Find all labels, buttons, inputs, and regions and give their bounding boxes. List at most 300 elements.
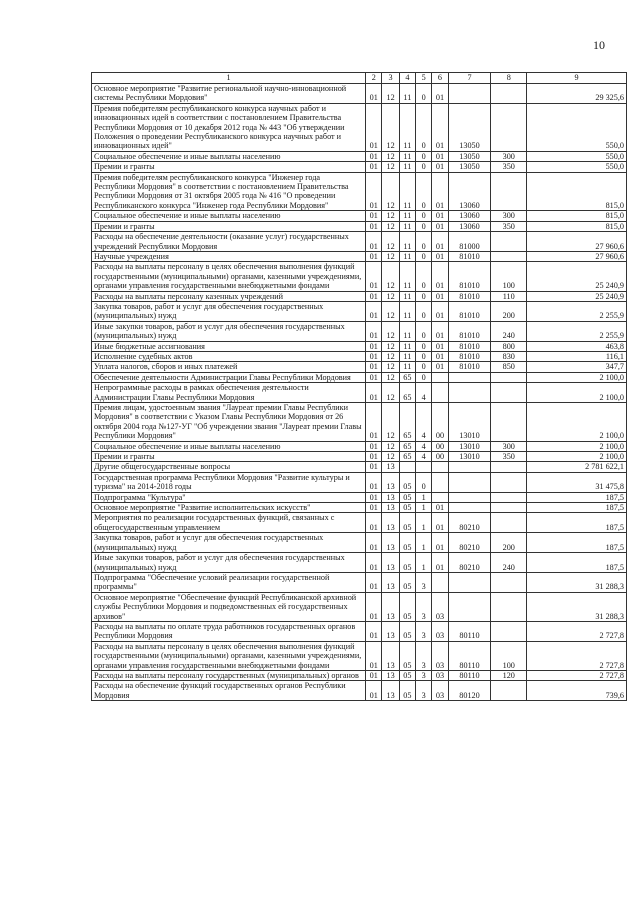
expense-type-cell [491, 172, 527, 211]
section-code-cell: 01 [366, 533, 382, 553]
table-row [92, 211, 627, 221]
target-article-cell: 80110 [448, 670, 491, 680]
subsection-code-cell: 13 [382, 462, 399, 472]
row-name-cell: Расходы на выплаты персоналу казенных учреждений [92, 291, 366, 301]
expense-type-cell [491, 472, 527, 492]
amount-cell: 2 255,9 [527, 301, 627, 321]
program-code-cell: 65 [399, 383, 415, 403]
subprogram-code-cell: 0 [416, 341, 432, 351]
expense-type-cell: 100 [491, 641, 527, 670]
amount-cell: 550,0 [527, 162, 627, 172]
amount-cell: 2 100,0 [527, 383, 627, 403]
event-code-cell: 00 [432, 403, 448, 442]
amount-cell: 187,5 [527, 513, 627, 533]
row-name-cell: Иные закупки товаров, работ и услуг для обеспечения государственных (муниципальных) нужд [92, 553, 366, 573]
amount-cell: 550,0 [527, 151, 627, 161]
program-code-cell: 11 [399, 221, 415, 231]
row-name-cell: Премии и гранты [92, 162, 366, 172]
target-article-cell: 81010 [448, 251, 491, 261]
table-row [92, 221, 627, 231]
row-name-cell: Уплата налогов, сборов и иных платежей [92, 362, 366, 372]
event-code-cell: 01 [432, 301, 448, 321]
expense-type-cell [491, 681, 527, 701]
event-code-cell: 01 [432, 103, 448, 151]
table-row [92, 452, 627, 462]
program-code-cell: 11 [399, 341, 415, 351]
amount-cell: 2 100,0 [527, 372, 627, 382]
subsection-code-cell: 12 [382, 403, 399, 442]
target-article-cell: 13060 [448, 221, 491, 231]
section-code-cell: 01 [366, 681, 382, 701]
section-code-cell: 01 [366, 641, 382, 670]
program-code-cell: 11 [399, 211, 415, 221]
subprogram-code-cell: 0 [416, 321, 432, 341]
row-name-cell: Мероприятия по реализации государственных функций, связанных с общегосударственным управлением [92, 513, 366, 533]
program-code-cell [399, 462, 415, 472]
event-code-cell [432, 372, 448, 382]
expense-type-cell [491, 251, 527, 261]
section-code-cell: 01 [366, 84, 382, 104]
table-row [92, 533, 627, 553]
target-article-cell: 81010 [448, 301, 491, 321]
expense-type-cell: 800 [491, 341, 527, 351]
target-article-cell: 13010 [448, 403, 491, 442]
section-code-cell: 01 [366, 103, 382, 151]
amount-cell: 25 240,9 [527, 291, 627, 301]
subprogram-code-cell: 0 [416, 251, 432, 261]
expense-type-cell [491, 232, 527, 252]
expense-type-cell [491, 403, 527, 442]
target-article-cell: 13060 [448, 172, 491, 211]
section-code-cell: 01 [366, 592, 382, 621]
page-number: 10 [593, 38, 605, 52]
event-code-cell: 00 [432, 441, 448, 451]
event-code-cell: 03 [432, 641, 448, 670]
table-row [92, 681, 627, 701]
target-article-cell: 80120 [448, 681, 491, 701]
program-code-cell: 11 [399, 251, 415, 261]
row-name-cell: Расходы на выплаты персоналу в целях обеспечения выполнения функций государственными (муниципальными) органами, казенными учреждениями, органами управления государственными внебюджетными фондами [92, 641, 366, 670]
section-code-cell: 01 [366, 151, 382, 161]
amount-cell: 31 288,3 [527, 592, 627, 621]
expense-type-cell: 200 [491, 533, 527, 553]
table-row [92, 291, 627, 301]
event-code-cell: 01 [432, 151, 448, 161]
target-article-cell [448, 572, 491, 592]
event-code-cell: 01 [432, 221, 448, 231]
table-row [92, 621, 627, 641]
subprogram-code-cell: 0 [416, 151, 432, 161]
row-name-cell: Премии и гранты [92, 221, 366, 231]
event-code-cell [432, 462, 448, 472]
subprogram-code-cell: 3 [416, 670, 432, 680]
event-code-cell: 01 [432, 533, 448, 553]
row-name-cell: Научные учреждения [92, 251, 366, 261]
subsection-code-cell: 12 [382, 84, 399, 104]
row-name-cell: Обеспечение деятельности Администрации Главы Республики Мордовия [92, 372, 366, 382]
column-header: 4 [399, 73, 415, 84]
subprogram-code-cell: 0 [416, 472, 432, 492]
expense-type-cell: 100 [491, 262, 527, 291]
subsection-code-cell: 13 [382, 621, 399, 641]
table-row [92, 670, 627, 680]
section-code-cell: 01 [366, 362, 382, 372]
event-code-cell: 03 [432, 621, 448, 641]
amount-cell: 2 781 622,1 [527, 462, 627, 472]
amount-cell: 116,1 [527, 351, 627, 361]
event-code-cell: 03 [432, 681, 448, 701]
column-header: 2 [366, 73, 382, 84]
table-row [92, 351, 627, 361]
table-row [92, 553, 627, 573]
subprogram-code-cell: 0 [416, 262, 432, 291]
expense-type-cell: 850 [491, 362, 527, 372]
target-article-cell [448, 383, 491, 403]
row-name-cell: Основное мероприятие "Обеспечение функций Республиканской архивной службы Республики Мордовия и подведомственных ей государственных архивов" [92, 592, 366, 621]
section-code-cell: 01 [366, 403, 382, 442]
subsection-code-cell: 13 [382, 492, 399, 502]
subprogram-code-cell [416, 462, 432, 472]
subsection-code-cell: 12 [382, 321, 399, 341]
table-row [92, 84, 627, 104]
program-code-cell: 05 [399, 503, 415, 513]
amount-cell: 815,0 [527, 221, 627, 231]
program-code-cell: 05 [399, 592, 415, 621]
target-article-cell [448, 492, 491, 502]
section-code-cell: 01 [366, 452, 382, 462]
target-article-cell: 13050 [448, 103, 491, 151]
target-article-cell: 81000 [448, 232, 491, 252]
subprogram-code-cell: 0 [416, 162, 432, 172]
table-row [92, 462, 627, 472]
expense-type-cell: 240 [491, 553, 527, 573]
subsection-code-cell: 12 [382, 103, 399, 151]
table-header-row [92, 73, 627, 84]
amount-cell: 347,7 [527, 362, 627, 372]
target-article-cell: 80210 [448, 553, 491, 573]
subprogram-code-cell: 4 [416, 452, 432, 462]
subprogram-code-cell: 0 [416, 362, 432, 372]
program-code-cell: 11 [399, 172, 415, 211]
event-code-cell: 01 [432, 211, 448, 221]
subprogram-code-cell: 4 [416, 383, 432, 403]
event-code-cell: 01 [432, 262, 448, 291]
program-code-cell: 05 [399, 681, 415, 701]
section-code-cell: 01 [366, 221, 382, 231]
table-row [92, 403, 627, 442]
amount-cell: 2 727,8 [527, 641, 627, 670]
program-code-cell: 11 [399, 362, 415, 372]
amount-cell: 187,5 [527, 553, 627, 573]
row-name-cell: Социальное обеспечение и иные выплаты населению [92, 441, 366, 451]
row-name-cell: Непрограммные расходы в рамках обеспечения деятельности Администрации Главы Республики Мордовия [92, 383, 366, 403]
table-row [92, 641, 627, 670]
subsection-code-cell: 13 [382, 533, 399, 553]
subprogram-code-cell: 0 [416, 372, 432, 382]
table-row [92, 301, 627, 321]
row-name-cell: Премия победителям республиканского конкурса "Инженер года Республики Мордовия" в соответствии с постановлением Правительства Республики Мордовия от 31 октября 2005 года № 416 "О проведении Республиканского конкурса "Инженер года Республики Мордовия" [92, 172, 366, 211]
amount-cell: 550,0 [527, 103, 627, 151]
target-article-cell: 81010 [448, 291, 491, 301]
amount-cell: 2 727,8 [527, 621, 627, 641]
table-row [92, 103, 627, 151]
subprogram-code-cell: 4 [416, 441, 432, 451]
subprogram-code-cell: 0 [416, 351, 432, 361]
expense-type-cell [491, 372, 527, 382]
section-code-cell: 01 [366, 572, 382, 592]
subprogram-code-cell: 1 [416, 492, 432, 502]
program-code-cell: 11 [399, 351, 415, 361]
subprogram-code-cell: 3 [416, 641, 432, 670]
program-code-cell: 11 [399, 103, 415, 151]
expense-type-cell: 120 [491, 670, 527, 680]
program-code-cell: 11 [399, 232, 415, 252]
event-code-cell: 03 [432, 592, 448, 621]
section-code-cell: 01 [366, 441, 382, 451]
table-row [92, 503, 627, 513]
event-code-cell: 01 [432, 291, 448, 301]
row-name-cell: Иные бюджетные ассигнования [92, 341, 366, 351]
program-code-cell: 05 [399, 533, 415, 553]
row-name-cell: Основное мероприятие "Развитие исполнительских искусств" [92, 503, 366, 513]
target-article-cell: 80110 [448, 641, 491, 670]
subsection-code-cell: 12 [382, 262, 399, 291]
target-article-cell: 81010 [448, 262, 491, 291]
subprogram-code-cell: 3 [416, 621, 432, 641]
subsection-code-cell: 13 [382, 681, 399, 701]
section-code-cell: 01 [366, 503, 382, 513]
event-code-cell [432, 572, 448, 592]
target-article-cell: 13050 [448, 162, 491, 172]
section-code-cell: 01 [366, 341, 382, 351]
subprogram-code-cell: 1 [416, 513, 432, 533]
subsection-code-cell: 12 [382, 251, 399, 261]
program-code-cell: 05 [399, 472, 415, 492]
expense-type-cell: 300 [491, 441, 527, 451]
event-code-cell: 01 [432, 321, 448, 341]
subsection-code-cell: 12 [382, 232, 399, 252]
subsection-code-cell: 12 [382, 351, 399, 361]
table-row [92, 372, 627, 382]
table-row [92, 262, 627, 291]
amount-cell: 739,6 [527, 681, 627, 701]
event-code-cell: 01 [432, 553, 448, 573]
section-code-cell: 01 [366, 162, 382, 172]
subsection-code-cell: 12 [382, 301, 399, 321]
table-row [92, 513, 627, 533]
section-code-cell: 01 [366, 621, 382, 641]
subsection-code-cell: 13 [382, 641, 399, 670]
row-name-cell: Премия лицам, удостоенным звания "Лауреат премии Главы Республики Мордовия" в соответствии с Указом Главы Республики Мордовия от 26 октября 2004 года №127-УГ "Об учреждении звания "Лауреат премии Главы Республики Мордовия" [92, 403, 366, 442]
section-code-cell: 01 [366, 211, 382, 221]
table-body [92, 84, 627, 701]
program-code-cell: 05 [399, 641, 415, 670]
table-row [92, 572, 627, 592]
amount-cell: 2 100,0 [527, 452, 627, 462]
subsection-code-cell: 12 [382, 162, 399, 172]
row-name-cell: Закупка товаров, работ и услуг для обеспечения государственных (муниципальных) нужд [92, 301, 366, 321]
section-code-cell: 01 [366, 351, 382, 361]
subprogram-code-cell: 3 [416, 572, 432, 592]
subprogram-code-cell: 0 [416, 291, 432, 301]
amount-cell: 29 325,6 [527, 84, 627, 104]
event-code-cell: 01 [432, 513, 448, 533]
subprogram-code-cell: 0 [416, 232, 432, 252]
event-code-cell: 01 [432, 503, 448, 513]
program-code-cell: 65 [399, 403, 415, 442]
expense-type-cell: 200 [491, 301, 527, 321]
row-name-cell: Основное мероприятие "Развитие региональной научно-инновационной системы Республики Мордовия" [92, 84, 366, 104]
row-name-cell: Подпрограмма "Обеспечение условий реализации государственной программы" [92, 572, 366, 592]
table-row [92, 341, 627, 351]
target-article-cell [448, 84, 491, 104]
subsection-code-cell: 12 [382, 362, 399, 372]
column-header: 1 [92, 73, 366, 84]
section-code-cell: 01 [366, 383, 382, 403]
target-article-cell [448, 472, 491, 492]
amount-cell: 2 727,8 [527, 670, 627, 680]
expense-type-cell [491, 503, 527, 513]
program-code-cell: 11 [399, 291, 415, 301]
section-code-cell: 01 [366, 232, 382, 252]
table-row [92, 172, 627, 211]
expense-type-cell [491, 513, 527, 533]
program-code-cell: 11 [399, 262, 415, 291]
program-code-cell: 05 [399, 513, 415, 533]
subprogram-code-cell: 0 [416, 172, 432, 211]
expense-type-cell: 110 [491, 291, 527, 301]
row-name-cell: Социальное обеспечение и иные выплаты населению [92, 151, 366, 161]
target-article-cell: 13010 [448, 441, 491, 451]
section-code-cell: 01 [366, 172, 382, 211]
column-header: 7 [448, 73, 491, 84]
amount-cell: 2 100,0 [527, 403, 627, 442]
program-code-cell: 05 [399, 621, 415, 641]
table-row [92, 321, 627, 341]
program-code-cell: 65 [399, 452, 415, 462]
column-header: 3 [382, 73, 399, 84]
row-name-cell: Иные закупки товаров, работ и услуг для обеспечения государственных (муниципальных) нужд [92, 321, 366, 341]
section-code-cell: 01 [366, 251, 382, 261]
column-header: 6 [432, 73, 448, 84]
expense-type-cell [491, 592, 527, 621]
subsection-code-cell: 12 [382, 291, 399, 301]
subprogram-code-cell: 1 [416, 503, 432, 513]
expense-type-cell [491, 621, 527, 641]
amount-cell: 463,8 [527, 341, 627, 351]
target-article-cell [448, 462, 491, 472]
subprogram-code-cell: 0 [416, 211, 432, 221]
target-article-cell: 80210 [448, 533, 491, 553]
expense-type-cell: 350 [491, 221, 527, 231]
row-name-cell: Государственная программа Республики Мордовия "Развитие культуры и туризма" на 2014-2018 годы [92, 472, 366, 492]
row-name-cell: Расходы на выплаты по оплате труда работников государственных органов Республики Мордовия [92, 621, 366, 641]
subsection-code-cell: 13 [382, 592, 399, 621]
subprogram-code-cell: 0 [416, 84, 432, 104]
target-article-cell: 81010 [448, 351, 491, 361]
expense-type-cell [491, 103, 527, 151]
target-article-cell [448, 503, 491, 513]
subsection-code-cell: 12 [382, 452, 399, 462]
target-article-cell: 13060 [448, 211, 491, 221]
section-code-cell: 01 [366, 462, 382, 472]
subsection-code-cell: 12 [382, 341, 399, 351]
expense-type-cell: 300 [491, 151, 527, 161]
program-code-cell: 05 [399, 492, 415, 502]
budget-table [91, 72, 627, 701]
event-code-cell: 01 [432, 84, 448, 104]
subsection-code-cell: 13 [382, 572, 399, 592]
table-row [92, 151, 627, 161]
table-row [92, 251, 627, 261]
column-header: 8 [491, 73, 527, 84]
subprogram-code-cell: 0 [416, 103, 432, 151]
subsection-code-cell: 12 [382, 372, 399, 382]
amount-cell: 815,0 [527, 172, 627, 211]
target-article-cell [448, 372, 491, 382]
subprogram-code-cell: 4 [416, 403, 432, 442]
subsection-code-cell: 12 [382, 383, 399, 403]
section-code-cell: 01 [366, 513, 382, 533]
expense-type-cell: 350 [491, 162, 527, 172]
table-row [92, 441, 627, 451]
program-code-cell: 65 [399, 372, 415, 382]
table-row [92, 383, 627, 403]
subsection-code-cell: 13 [382, 513, 399, 533]
subsection-code-cell: 13 [382, 670, 399, 680]
section-code-cell: 01 [366, 670, 382, 680]
target-article-cell: 81010 [448, 362, 491, 372]
row-name-cell: Расходы на обеспечение деятельности (оказание услуг) государственных учреждений Республики Мордовия [92, 232, 366, 252]
expense-type-cell [491, 572, 527, 592]
row-name-cell: Закупка товаров, работ и услуг для обеспечения государственных (муниципальных) нужд [92, 533, 366, 553]
expense-type-cell: 240 [491, 321, 527, 341]
table-row [92, 162, 627, 172]
program-code-cell: 65 [399, 441, 415, 451]
event-code-cell: 01 [432, 232, 448, 252]
target-article-cell: 80110 [448, 621, 491, 641]
section-code-cell: 01 [366, 301, 382, 321]
expense-type-cell [491, 84, 527, 104]
target-article-cell: 13050 [448, 151, 491, 161]
event-code-cell: 03 [432, 670, 448, 680]
subprogram-code-cell: 1 [416, 553, 432, 573]
target-article-cell [448, 592, 491, 621]
subsection-code-cell: 13 [382, 503, 399, 513]
program-code-cell: 11 [399, 151, 415, 161]
row-name-cell: Премии и гранты [92, 452, 366, 462]
row-name-cell: Расходы на обеспечение функций государственных органов Республики Мордовия [92, 681, 366, 701]
section-code-cell: 01 [366, 291, 382, 301]
program-code-cell: 05 [399, 670, 415, 680]
section-code-cell: 01 [366, 472, 382, 492]
amount-cell: 31 475,8 [527, 472, 627, 492]
amount-cell: 2 100,0 [527, 441, 627, 451]
expense-type-cell: 300 [491, 211, 527, 221]
expense-type-cell [491, 383, 527, 403]
row-name-cell: Исполнение судебных актов [92, 351, 366, 361]
row-name-cell: Расходы на выплаты персоналу в целях обеспечения выполнения функций государственными (муниципальными) органами, казенными учреждениями, органами управления государственными внебюджетными фондами [92, 262, 366, 291]
subprogram-code-cell: 0 [416, 221, 432, 231]
expense-type-cell: 830 [491, 351, 527, 361]
target-article-cell: 13010 [448, 452, 491, 462]
event-code-cell: 01 [432, 162, 448, 172]
column-header: 9 [527, 73, 627, 84]
table-row [92, 362, 627, 372]
row-name-cell: Другие общегосударственные вопросы [92, 462, 366, 472]
event-code-cell: 00 [432, 452, 448, 462]
subsection-code-cell: 12 [382, 441, 399, 451]
